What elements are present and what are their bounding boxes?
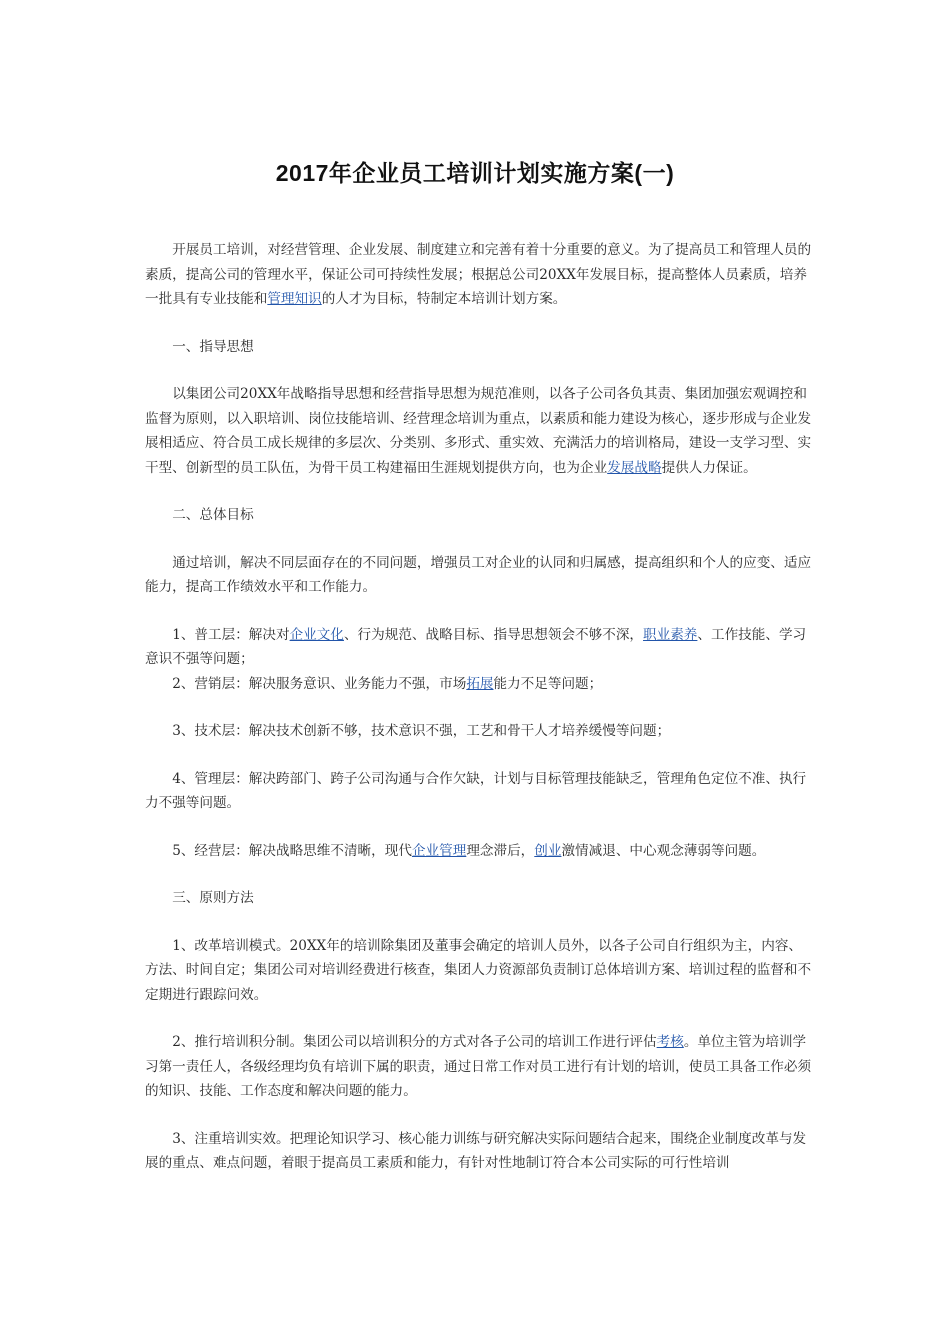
guiding-text-2: 提供人力保证。 bbox=[661, 459, 757, 476]
link-professional-quality[interactable]: 职业素养 bbox=[643, 626, 698, 643]
guiding-ideology-paragraph bbox=[145, 382, 813, 480]
document-title: 2017年企业员工培训计划实施方案(一) bbox=[275, 160, 675, 186]
goal-item-operations bbox=[145, 839, 813, 864]
link-corporate-culture[interactable]: 企业文化 bbox=[289, 626, 344, 643]
goal-item-workers bbox=[145, 623, 813, 672]
goal-item-2-text-1: 2、营销层：解决服务意识、业务能力不强，市场 bbox=[172, 675, 467, 692]
goal-item-2-text-2: 能力不足等问题； bbox=[493, 675, 603, 692]
goal-item-5-text-1: 5、经营层：解决战略思维不清晰，现代 bbox=[172, 842, 412, 859]
link-assessment[interactable]: 考核 bbox=[656, 1034, 684, 1050]
goal-item-management: 4、管理层：解决跨部门、跨子公司沟通与合作欠缺，计划与目标管理技能缺乏，管理角色定位不准、执行力不强等问题。 bbox=[145, 770, 807, 811]
section-heading-overall-goals: 二、总体目标 bbox=[172, 507, 254, 523]
intro-text-1: 开展员工培训，对经营管理、企业发展、制度建立和完善有着十分重要的意义。为了提高员工和管理人员的素质，提高公司的管理水平，保证公司可持续性发展；根据总公司20XX年发展目标，提高整体人员素质，培养一批具有专业技能和 bbox=[145, 242, 812, 307]
section-heading-guiding-ideology: 一、指导思想 bbox=[172, 338, 254, 355]
guiding-text-1: 以集团公司20XX年战略指导思想和经营指导思想为规范准则，以各子公司各负其责、集团加强宏观调控和监督为原则，以入职培训、岗位技能培训、经营理念培训为重点，以素质和能力建设为核心，逐步形成与企业发展相适应、符合员工成长规律的多层次、分类别、多形式、重实效、充满活力的培训格局，建设一支学习型、实干型、创新型的员工队伍，为骨干员工构建福田生涯规划提供方向，也为企业 bbox=[145, 386, 812, 476]
link-development-strategy[interactable]: 发展战略 bbox=[607, 459, 662, 476]
principle-item-effectiveness: 3、注重培训实效。把理论知识学习、核心能力训练与研究解决实际问题结合起来，围绕企业制度改革与发展的重点、难点问题，着眼于提高员工素质和能力，有针对性地制订符合本公司实际的可行性培训 bbox=[145, 1130, 807, 1171]
link-management-knowledge[interactable]: 管理知识 bbox=[267, 291, 322, 307]
goal-item-1-text-1: 1、普工层：解决对 bbox=[172, 626, 290, 643]
intro-text-2: 的人才为目标，特制定本培训计划方案。 bbox=[321, 291, 567, 307]
goal-item-technical: 3、技术层：解决技术创新不够，技术意识不强，工艺和骨干人才培养缓慢等问题； bbox=[172, 723, 671, 739]
goal-item-5-text-2: 理念滞后， bbox=[466, 842, 535, 859]
link-enterprise-management[interactable]: 企业管理 bbox=[411, 842, 467, 859]
goal-item-1-text-3: 、工作技能、学习意识不强等问题； bbox=[145, 626, 807, 667]
intro-paragraph bbox=[145, 238, 813, 312]
principle-item-2-text-1: 2、推行培训积分制。集团公司以培训积分的方式对各子公司的培训工作进行评估 bbox=[172, 1034, 657, 1050]
principle-item-reform: 1、改革培训模式。20XX年的培训除集团及董事会确定的培训人员外，以各子公司自行组织为主，内容、方法、时间自定；集团公司对培训经费进行核查，集团人力资源部负责制订总体培训方案、培训过程的监督和不定期进行跟踪问效。 bbox=[145, 937, 812, 1003]
principle-item-points-system bbox=[145, 1030, 813, 1104]
goal-item-sales bbox=[145, 672, 813, 697]
overall-goals-paragraph: 通过培训，解决不同层面存在的不同问题，增强员工对企业的认同和归属感，提高组织和个人的应变、适应能力，提高工作绩效水平和工作能力。 bbox=[145, 554, 812, 595]
section-heading-principles-methods: 三、原则方法 bbox=[172, 890, 254, 906]
goal-item-1-text-2: 、行为规范、战略目标、指导思想领会不够不深， bbox=[343, 626, 644, 643]
link-entrepreneurship[interactable]: 创业 bbox=[534, 842, 562, 859]
goal-item-5-text-3: 激情减退、中心观念薄弱等问题。 bbox=[561, 842, 766, 859]
document-body bbox=[145, 238, 813, 1176]
principle-item-2-text-2: 。单位主管为培训学习第一责任人，各级经理均负有培训下属的职责，通过日常工作对员工进行有计划的培训，使员工具备工作必须的知识、技能、工作态度和解决问题的能力。 bbox=[145, 1034, 812, 1099]
link-expansion[interactable]: 拓展 bbox=[466, 675, 494, 692]
